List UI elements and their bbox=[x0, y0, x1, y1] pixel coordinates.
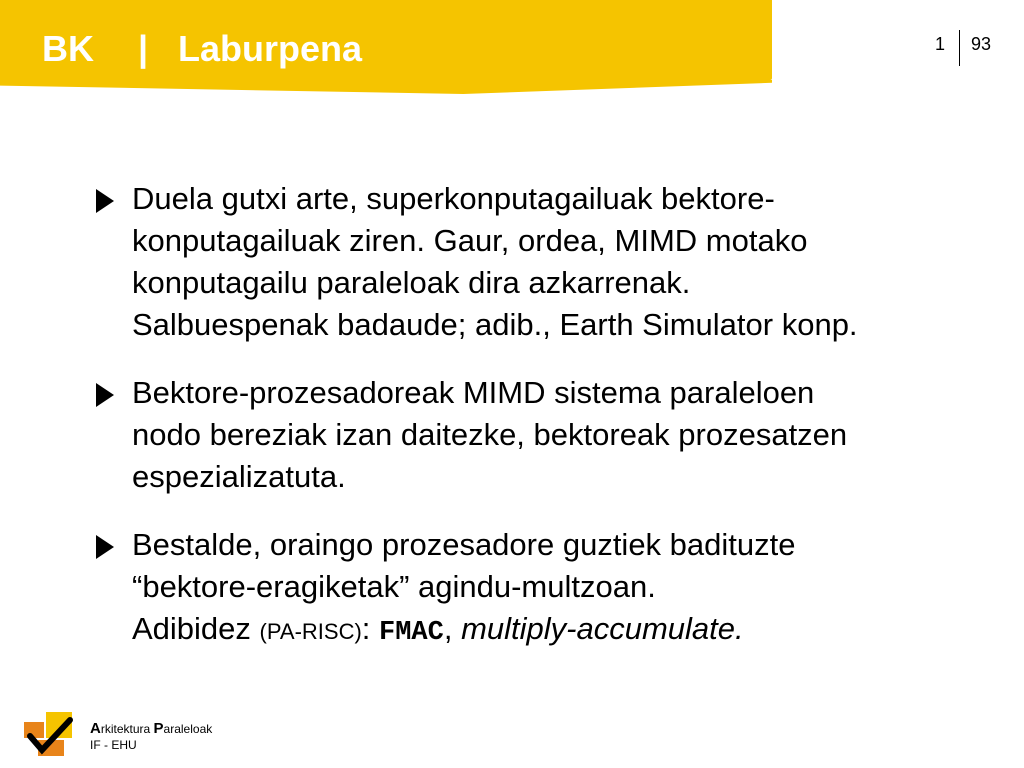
logo-orange-block bbox=[24, 722, 44, 738]
example-colon: : bbox=[361, 611, 380, 646]
bullet-line: “bektore-eragiketak” agindu-multzoan. bbox=[132, 569, 656, 604]
footer-initial-p: P bbox=[153, 720, 164, 737]
page-total: 93 bbox=[971, 34, 992, 54]
bullet-line: konputagailuak ziren. Gaur, ordea, MIMD motako bbox=[132, 223, 808, 258]
slide-title: Laburpena bbox=[178, 28, 363, 69]
header-band bbox=[0, 0, 772, 80]
bullet-line: espezializatuta. bbox=[132, 459, 346, 494]
bullet-item bbox=[90, 372, 950, 498]
footer-word-a: rkitektura bbox=[100, 722, 154, 736]
page-current: 1 bbox=[935, 34, 946, 54]
bullet-line: Bestalde, oraingo prozesadore guztiek badituzte bbox=[132, 527, 796, 562]
bullet-list bbox=[90, 178, 950, 680]
bullet-arrow-icon bbox=[96, 189, 114, 213]
footer-org: IF - EHU bbox=[90, 738, 137, 752]
bullet-arrow-icon bbox=[96, 383, 114, 407]
bullet-line: Duela gutxi arte, superkonputagailuak bektore- bbox=[132, 181, 775, 216]
bullet-line: konputagailu paraleloak dira azkarrenak. bbox=[132, 265, 691, 300]
footer-word-p: araleloak bbox=[163, 722, 213, 736]
bullet-arrow-icon bbox=[96, 535, 114, 559]
bullet-line: Salbuespenak badaude; adib., Earth Simulator konp. bbox=[132, 307, 858, 342]
bullet-item bbox=[90, 178, 950, 346]
bullet-item bbox=[90, 524, 950, 654]
example-prefix: Adibidez bbox=[132, 611, 260, 646]
example-comma: , bbox=[443, 611, 462, 646]
footer-institution bbox=[90, 720, 212, 737]
example-instruction: FMAC bbox=[379, 618, 444, 648]
course-code: BK bbox=[42, 28, 94, 69]
page-divider bbox=[959, 30, 960, 66]
footer-initial-a: A bbox=[90, 720, 101, 737]
bullet-line: nodo bereziak izan daitezke, bektoreak prozesatzen bbox=[132, 417, 848, 452]
header-separator: | bbox=[138, 28, 149, 69]
example-arch: (PA-RISC) bbox=[259, 619, 362, 644]
example-line bbox=[132, 608, 950, 654]
bullet-line: Bektore-prozesadoreak MIMD sistema paraleloen bbox=[132, 375, 815, 410]
example-description: multiply-accumulate. bbox=[461, 611, 744, 646]
checkmark-logo-icon bbox=[24, 712, 76, 756]
